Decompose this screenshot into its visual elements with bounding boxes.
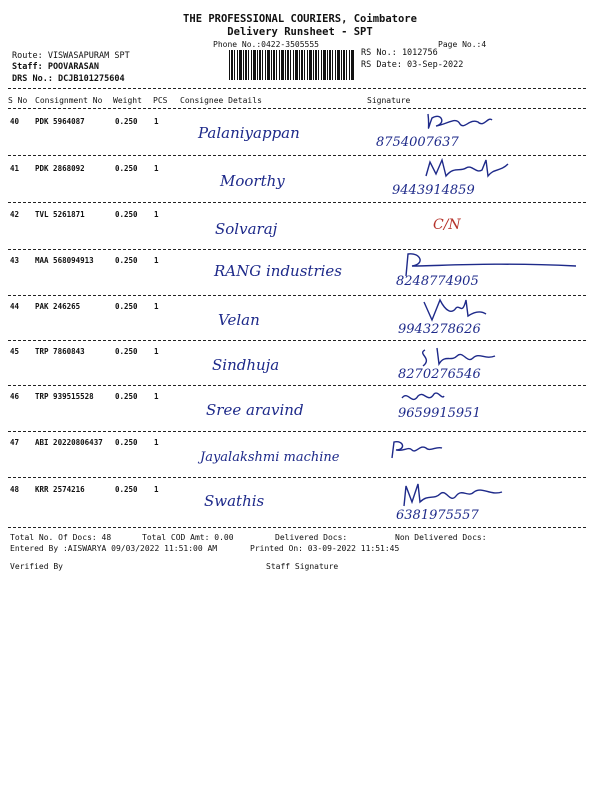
entered-by: Entered By :AISWARYA 09/03/2022 11:51:00 AM — [10, 544, 218, 553]
col-pcs: PCS — [153, 96, 168, 105]
row-weight: 0.250 — [115, 164, 138, 173]
signature-scribble — [420, 156, 520, 182]
non-delivered-docs: Non Delivered Docs: — [395, 533, 487, 542]
total-docs: Total No. Of Docs: 48 — [10, 533, 112, 542]
row-pcs: 1 — [154, 392, 159, 401]
signature-scribble — [420, 296, 500, 324]
printed-on: Printed On: 03-09-2022 11:51:45 — [250, 544, 400, 553]
row-consignment: PAK 246265 — [35, 302, 81, 311]
handwritten-phone: 8270276546 — [398, 367, 481, 382]
signature-scribble — [398, 110, 508, 136]
handwritten-consignee: Velan — [218, 311, 260, 329]
divider — [8, 88, 586, 89]
row-weight: 0.250 — [115, 438, 138, 447]
document-title: Delivery Runsheet - SPT — [227, 26, 373, 38]
handwritten-phone: 8754007637 — [376, 135, 459, 150]
divider — [8, 431, 586, 432]
row-pcs: 1 — [154, 117, 159, 126]
row-consignment: TRP 7860843 — [35, 347, 85, 356]
row-sno: 48 — [10, 485, 20, 494]
row-consignment: PDK 5964087 — [35, 117, 85, 126]
drs-number: DRS No.: DCJB101275604 — [12, 74, 125, 84]
col-consignment: Consignment No — [35, 96, 103, 105]
row-sno: 46 — [10, 392, 20, 401]
row-consignment: PDK 2868092 — [35, 164, 85, 173]
verified-by: Verified By — [10, 562, 63, 571]
col-sno: S No — [8, 96, 28, 105]
col-consignee: Consignee Details — [180, 96, 262, 105]
handwritten-consignee: Sree aravind — [206, 401, 304, 419]
total-cod: Total COD Amt: 0.00 — [142, 533, 234, 542]
row-sno: 43 — [10, 256, 20, 265]
row-pcs: 1 — [154, 256, 159, 265]
handwritten-phone: 9659915951 — [398, 406, 481, 421]
handwritten-consignee: Swathis — [204, 492, 265, 510]
row-consignment: ABI 20220806437 — [35, 438, 103, 447]
row-pcs: 1 — [154, 302, 159, 311]
row-weight: 0.250 — [115, 392, 138, 401]
delivered-docs: Delivered Docs: — [275, 533, 348, 542]
row-pcs: 1 — [154, 347, 159, 356]
row-pcs: 1 — [154, 438, 159, 447]
row-pcs: 1 — [154, 210, 159, 219]
signature-scribble — [398, 480, 508, 508]
handwritten-consignee: RANG industries — [214, 262, 342, 280]
row-pcs: 1 — [154, 485, 159, 494]
row-weight: 0.250 — [115, 117, 138, 126]
route-label: Route: VISWASAPURAM SPT — [12, 51, 130, 61]
signature-scribble — [398, 388, 448, 408]
divider — [8, 340, 586, 341]
rs-number: RS No.: 1012756 — [361, 48, 438, 58]
row-sno: 44 — [10, 302, 20, 311]
row-weight: 0.250 — [115, 210, 138, 219]
row-sno: 45 — [10, 347, 20, 356]
row-weight: 0.250 — [115, 256, 138, 265]
page-number: Page No.:4 — [438, 40, 487, 49]
divider — [8, 527, 586, 528]
row-weight: 0.250 — [115, 302, 138, 311]
col-signature: Signature — [367, 96, 411, 105]
handwritten-phone: 8248774905 — [396, 274, 479, 289]
row-pcs: 1 — [154, 164, 159, 173]
row-weight: 0.250 — [115, 347, 138, 356]
divider — [8, 477, 586, 478]
row-consignment: TRP 939515528 — [35, 392, 94, 401]
company-title: THE PROFESSIONAL COURIERS, Coimbatore — [183, 13, 417, 25]
divider — [8, 385, 586, 386]
divider — [8, 108, 586, 109]
handwritten-phone: 6381975557 — [396, 508, 479, 523]
handwritten-consignee: Sindhuja — [212, 356, 280, 374]
row-sno: 40 — [10, 117, 20, 126]
row-consignment: MAA 568094913 — [35, 256, 94, 265]
handwritten-cn-mark: C/N — [433, 217, 461, 233]
signature-scribble — [388, 438, 448, 460]
handwritten-consignee: Jayalakshmi machine — [200, 450, 340, 465]
row-sno: 47 — [10, 438, 20, 447]
handwritten-consignee: Palaniyappan — [198, 124, 300, 142]
row-consignment: KRR 2574216 — [35, 485, 85, 494]
handwritten-consignee: Moorthy — [220, 172, 285, 190]
staff-label: Staff: POOVARASAN — [12, 62, 99, 72]
divider — [8, 202, 586, 203]
col-weight: Weight — [113, 96, 142, 105]
rs-date: RS Date: 03-Sep-2022 — [361, 60, 464, 70]
barcode-image — [229, 50, 355, 80]
handwritten-phone: 9443914859 — [392, 183, 475, 198]
row-sno: 41 — [10, 164, 20, 173]
handwritten-phone: 9943278626 — [398, 322, 481, 337]
row-sno: 42 — [10, 210, 20, 219]
row-weight: 0.250 — [115, 485, 138, 494]
row-consignment: TVL 5261871 — [35, 210, 85, 219]
phone-number: Phone No.:0422-3505555 — [213, 40, 319, 49]
staff-signature-label: Staff Signature — [266, 562, 339, 571]
handwritten-consignee: Solvaraj — [215, 220, 278, 238]
